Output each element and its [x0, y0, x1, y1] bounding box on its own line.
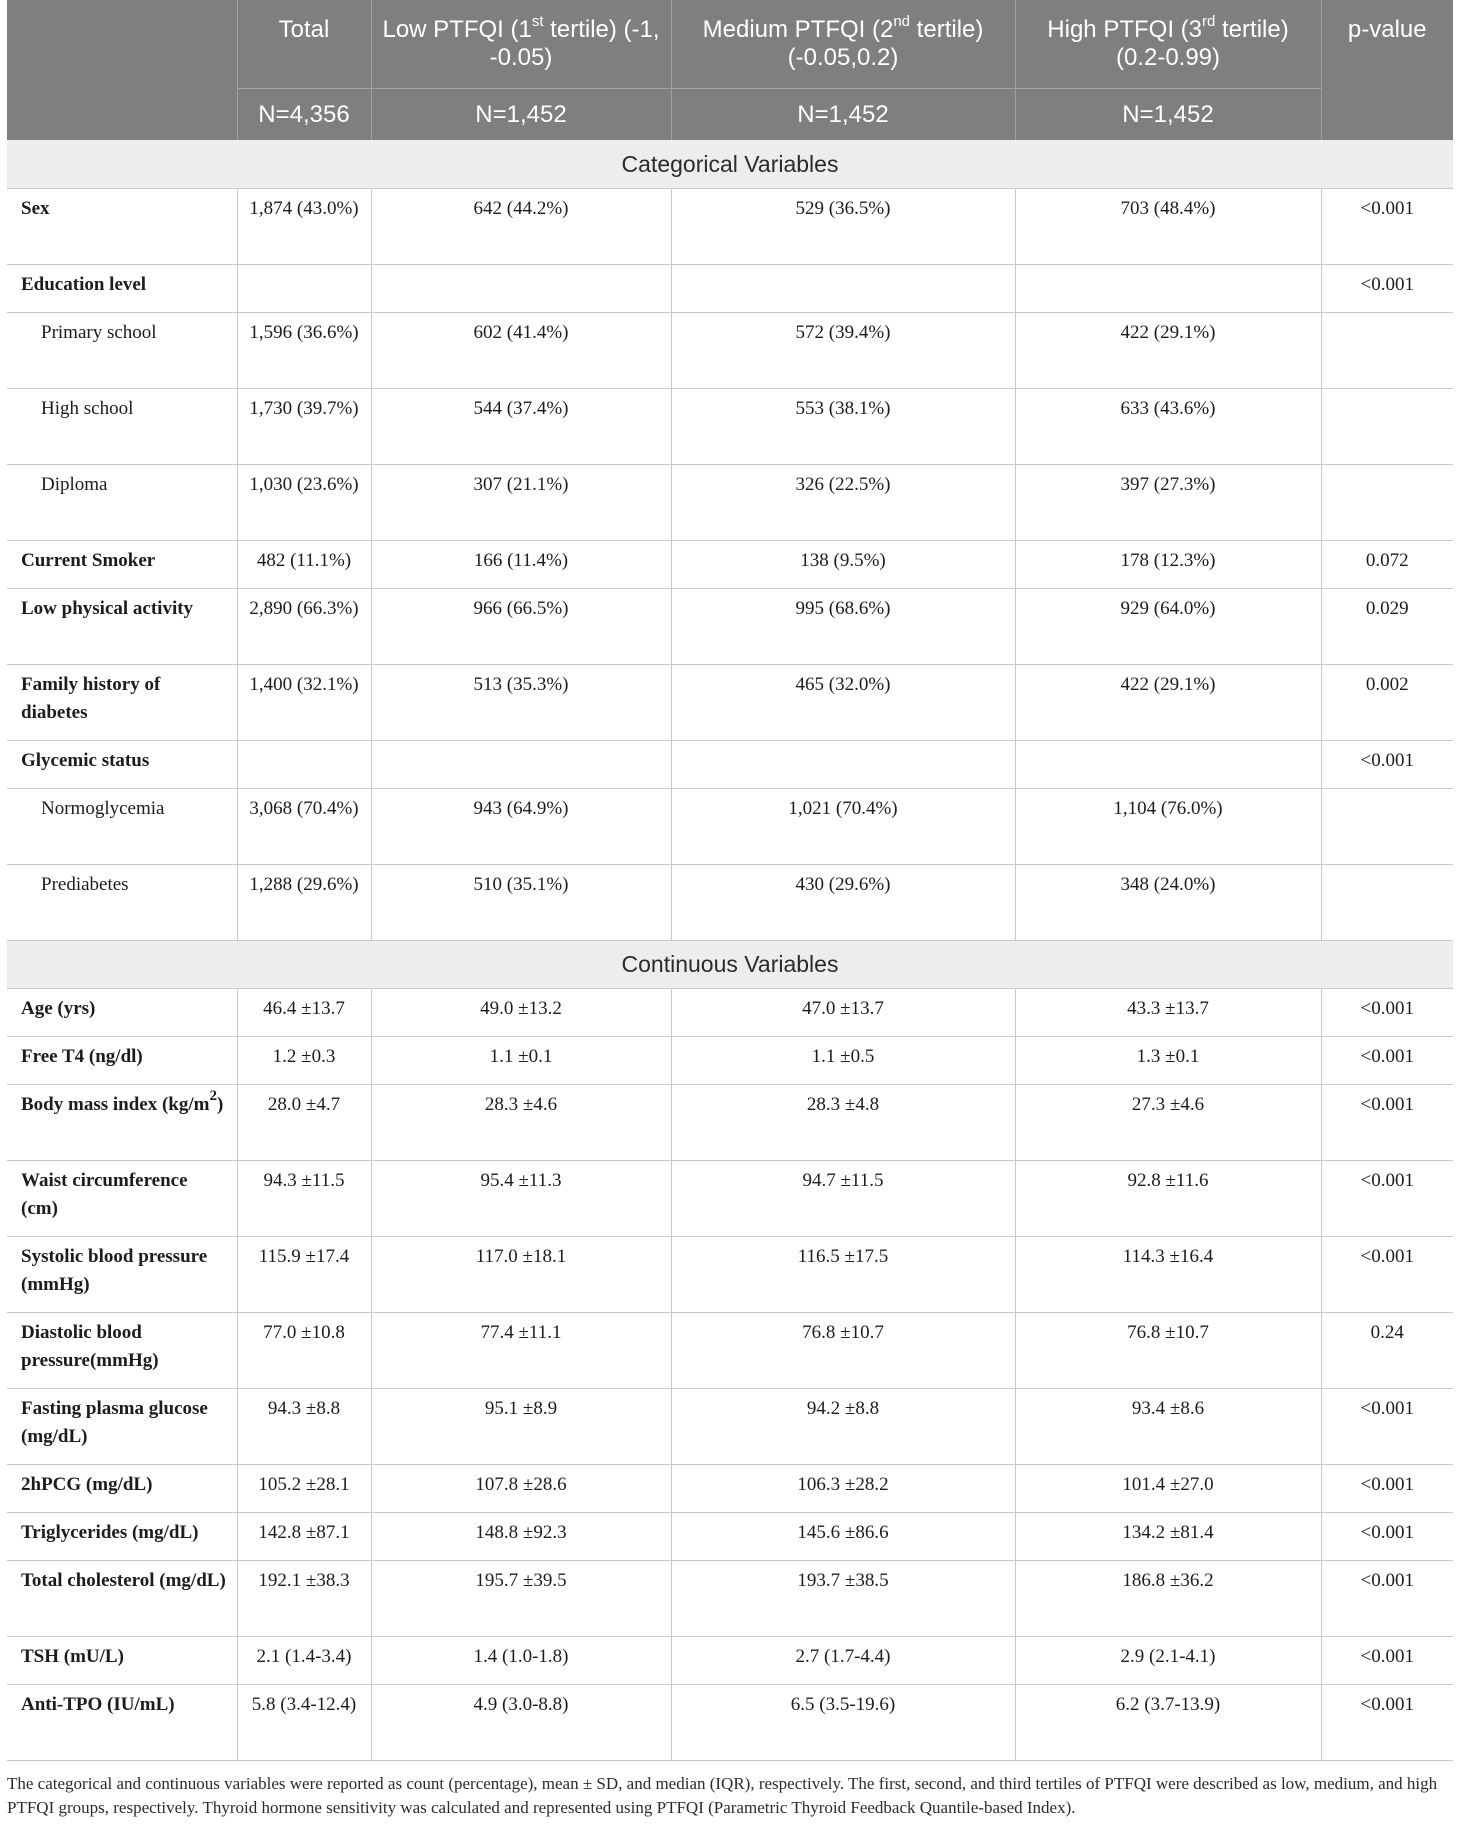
- table-row: [7, 388, 1453, 464]
- cell-total: 115.9 ±17.4: [237, 1236, 371, 1312]
- cell-total: 142.8 ±87.1: [237, 1512, 371, 1560]
- cell-high: 422 (29.1%): [1015, 664, 1321, 740]
- table-row: [7, 1160, 1453, 1236]
- table-row: [7, 588, 1453, 664]
- cell-total: [237, 740, 371, 788]
- cell-high: 76.8 ±10.7: [1015, 1312, 1321, 1388]
- cell-p-value: 0.24: [1321, 1312, 1453, 1388]
- cell-medium: 116.5 ±17.5: [671, 1236, 1015, 1312]
- cell-total: 77.0 ±10.8: [237, 1312, 371, 1388]
- cell-p-value: <0.001: [1321, 1388, 1453, 1464]
- header-n-medium: N=1,452: [671, 88, 1015, 140]
- row-label: Prediabetes: [7, 864, 237, 940]
- header-low-ptfqi: Low PTFQI (1st tertile) (-1, -0.05): [371, 0, 671, 88]
- section-title: Categorical Variables: [7, 140, 1453, 188]
- cell-p-value: [1321, 864, 1453, 940]
- cell-total: 1,288 (29.6%): [237, 864, 371, 940]
- cell-low: 148.8 ±92.3: [371, 1512, 671, 1560]
- cell-high: 1.3 ±0.1: [1015, 1036, 1321, 1084]
- header-n-p-blank: [1321, 88, 1453, 140]
- row-label: Body mass index $(kg/m^2)$: [7, 1084, 237, 1160]
- cell-total: 46.4 ±13.7: [237, 988, 371, 1036]
- cell-low: 513 (35.3%): [371, 664, 671, 740]
- row-label: Free T4 (ng/dl): [7, 1036, 237, 1084]
- header-n-blank: [7, 88, 237, 140]
- table-row: [7, 1388, 1453, 1464]
- cell-high: [1015, 740, 1321, 788]
- cell-medium: [671, 264, 1015, 312]
- cell-total: 5.8 (3.4-12.4): [237, 1684, 371, 1760]
- cell-medium: 326 (22.5%): [671, 464, 1015, 540]
- cell-total: 2.1 (1.4-3.4): [237, 1636, 371, 1684]
- row-label: Age (yrs): [7, 988, 237, 1036]
- cell-low: 77.4 ±11.1: [371, 1312, 671, 1388]
- cell-total: 105.2 ±28.1: [237, 1464, 371, 1512]
- row-label: 2hPCG (mg/dL): [7, 1464, 237, 1512]
- table-footnote: The categorical and continuous variables were reported as count (percentage), mean ± SD, and median (IQR), respectively. The first, second, and third tertiles of PTFQI were described as low, medium, and high PTFQI groups, respectively. Thyroid hormone sensitivity was calculated and represented using PTFQI (Parametric Thyroid Feedback Quantile-based Index).: [7, 1774, 1438, 1817]
- table-row: [7, 1236, 1453, 1312]
- row-label: Triglycerides (mg/dL): [7, 1512, 237, 1560]
- cell-p-value: 0.002: [1321, 664, 1453, 740]
- cell-p-value: <0.001: [1321, 1560, 1453, 1636]
- cell-low: 107.8 ±28.6: [371, 1464, 671, 1512]
- cell-p-value: [1321, 788, 1453, 864]
- cell-total: 94.3 ±8.8: [237, 1388, 371, 1464]
- cell-high: 633 (43.6%): [1015, 388, 1321, 464]
- cell-total: 1,730 (39.7%): [237, 388, 371, 464]
- table-row: [7, 1084, 1453, 1160]
- row-label: Total cholesterol (mg/dL): [7, 1560, 237, 1636]
- cell-p-value: <0.001: [1321, 1160, 1453, 1236]
- cell-high: 348 (24.0%): [1015, 864, 1321, 940]
- cell-p-value: 0.029: [1321, 588, 1453, 664]
- table-row: [7, 464, 1453, 540]
- cell-p-value: <0.001: [1321, 1636, 1453, 1684]
- cell-medium: 106.3 ±28.2: [671, 1464, 1015, 1512]
- cell-low: 28.3 ±4.6: [371, 1084, 671, 1160]
- row-label: TSH (mU/L): [7, 1636, 237, 1684]
- cell-p-value: 0.072: [1321, 540, 1453, 588]
- cell-total: 1,874 (43.0%): [237, 188, 371, 264]
- cell-p-value: [1321, 312, 1453, 388]
- table-row: [7, 1560, 1453, 1636]
- cell-total: 3,068 (70.4%): [237, 788, 371, 864]
- cell-high: 1,104 (76.0%): [1015, 788, 1321, 864]
- table-row: [7, 264, 1453, 312]
- table-header: [7, 0, 1453, 140]
- cell-low: 166 (11.4%): [371, 540, 671, 588]
- cell-total: 1,030 (23.6%): [237, 464, 371, 540]
- header-blank: [7, 0, 237, 88]
- section-continuous: [7, 940, 1453, 988]
- cell-high: 397 (27.3%): [1015, 464, 1321, 540]
- header-high-ptfqi: High PTFQI (3rd tertile) (0.2-0.99): [1015, 0, 1321, 88]
- section-categorical: [7, 140, 1453, 188]
- cell-total: 482 (11.1%): [237, 540, 371, 588]
- cell-total: 1,400 (32.1%): [237, 664, 371, 740]
- cell-p-value: <0.001: [1321, 988, 1453, 1036]
- cell-medium: [671, 740, 1015, 788]
- table-row: [7, 1312, 1453, 1388]
- cell-total: 2,890 (66.3%): [237, 588, 371, 664]
- cell-p-value: <0.001: [1321, 188, 1453, 264]
- cell-p-value: <0.001: [1321, 1084, 1453, 1160]
- table-row: [7, 664, 1453, 740]
- cell-low: 4.9 (3.0-8.8): [371, 1684, 671, 1760]
- table-row: [7, 188, 1453, 264]
- table-row: [7, 1464, 1453, 1512]
- row-label: Family history of diabetes: [7, 664, 237, 740]
- cell-low: [371, 740, 671, 788]
- header-n-total: N=4,356: [237, 88, 371, 140]
- cell-high: 6.2 (3.7-13.9): [1015, 1684, 1321, 1760]
- cell-high: 93.4 ±8.6: [1015, 1388, 1321, 1464]
- cell-p-value: <0.001: [1321, 264, 1453, 312]
- cell-low: 195.7 ±39.5: [371, 1560, 671, 1636]
- row-label: Education level: [7, 264, 237, 312]
- row-label: Primary school: [7, 312, 237, 388]
- cell-low: 49.0 ±13.2: [371, 988, 671, 1036]
- header-total: Total: [237, 0, 371, 88]
- cell-p-value: <0.001: [1321, 740, 1453, 788]
- row-label: Systolic blood pressure (mmHg): [7, 1236, 237, 1312]
- row-label: Glycemic status: [7, 740, 237, 788]
- cell-high: 422 (29.1%): [1015, 312, 1321, 388]
- cell-p-value: [1321, 388, 1453, 464]
- cell-medium: 1,021 (70.4%): [671, 788, 1015, 864]
- cell-medium: 553 (38.1%): [671, 388, 1015, 464]
- cell-medium: 94.2 ±8.8: [671, 1388, 1015, 1464]
- cell-low: 95.4 ±11.3: [371, 1160, 671, 1236]
- table-row: [7, 312, 1453, 388]
- section-title: Continuous Variables: [7, 940, 1453, 988]
- cell-medium: 995 (68.6%): [671, 588, 1015, 664]
- cell-low: 943 (64.9%): [371, 788, 671, 864]
- row-label: Fasting plasma glucose (mg/dL): [7, 1388, 237, 1464]
- cell-high: 92.8 ±11.6: [1015, 1160, 1321, 1236]
- cell-high: 186.8 ±36.2: [1015, 1560, 1321, 1636]
- cell-medium: 1.1 ±0.5: [671, 1036, 1015, 1084]
- cell-medium: 465 (32.0%): [671, 664, 1015, 740]
- cell-low: 544 (37.4%): [371, 388, 671, 464]
- cell-medium: 6.5 (3.5-19.6): [671, 1684, 1015, 1760]
- cell-low: 95.1 ±8.9: [371, 1388, 671, 1464]
- table-row: [7, 788, 1453, 864]
- cell-low: [371, 264, 671, 312]
- cell-p-value: [1321, 464, 1453, 540]
- cell-high: [1015, 264, 1321, 312]
- row-label: High school: [7, 388, 237, 464]
- cell-low: 966 (66.5%): [371, 588, 671, 664]
- cell-low: 307 (21.1%): [371, 464, 671, 540]
- cell-total: 1,596 (36.6%): [237, 312, 371, 388]
- cell-high: 178 (12.3%): [1015, 540, 1321, 588]
- cell-medium: 430 (29.6%): [671, 864, 1015, 940]
- row-label: Current Smoker: [7, 540, 237, 588]
- header-n-low: N=1,452: [371, 88, 671, 140]
- cell-total: [237, 264, 371, 312]
- cell-medium: 529 (36.5%): [671, 188, 1015, 264]
- cell-low: 510 (35.1%): [371, 864, 671, 940]
- cell-p-value: <0.001: [1321, 1464, 1453, 1512]
- row-label: Sex: [7, 188, 237, 264]
- cell-medium: 28.3 ±4.8: [671, 1084, 1015, 1160]
- row-label: Low physical activity: [7, 588, 237, 664]
- table-row: [7, 540, 1453, 588]
- data-table: [7, 0, 1453, 1761]
- cell-p-value: <0.001: [1321, 1684, 1453, 1760]
- cell-p-value: <0.001: [1321, 1036, 1453, 1084]
- cell-high: 703 (48.4%): [1015, 188, 1321, 264]
- cell-total: 192.1 ±38.3: [237, 1560, 371, 1636]
- cell-low: 1.4 (1.0-1.8): [371, 1636, 671, 1684]
- cell-medium: 193.7 ±38.5: [671, 1560, 1015, 1636]
- row-label: Diastolic blood pressure(mmHg): [7, 1312, 237, 1388]
- cell-low: 117.0 ±18.1: [371, 1236, 671, 1312]
- table-row: [7, 864, 1453, 940]
- cell-low: 642 (44.2%): [371, 188, 671, 264]
- cell-medium: 572 (39.4%): [671, 312, 1015, 388]
- cell-p-value: <0.001: [1321, 1512, 1453, 1560]
- header-p-value: p-value: [1321, 0, 1453, 88]
- row-label: Diploma: [7, 464, 237, 540]
- cell-low: 1.1 ±0.1: [371, 1036, 671, 1084]
- cell-high: 114.3 ±16.4: [1015, 1236, 1321, 1312]
- cell-total: 94.3 ±11.5: [237, 1160, 371, 1236]
- cell-high: 27.3 ±4.6: [1015, 1084, 1321, 1160]
- baseline-characteristics-table: [7, 0, 1453, 1761]
- cell-high: 43.3 ±13.7: [1015, 988, 1321, 1036]
- table-row: [7, 1512, 1453, 1560]
- cell-medium: 94.7 ±11.5: [671, 1160, 1015, 1236]
- row-label: Anti-TPO (IU/mL): [7, 1684, 237, 1760]
- cell-medium: 145.6 ±86.6: [671, 1512, 1015, 1560]
- cell-total: 28.0 ±4.7: [237, 1084, 371, 1160]
- cell-medium: 47.0 ±13.7: [671, 988, 1015, 1036]
- table-row: [7, 1036, 1453, 1084]
- cell-high: 101.4 ±27.0: [1015, 1464, 1321, 1512]
- cell-total: 1.2 ±0.3: [237, 1036, 371, 1084]
- row-label: Normoglycemia: [7, 788, 237, 864]
- row-label: Waist circumference (cm): [7, 1160, 237, 1236]
- table-row: [7, 988, 1453, 1036]
- table-row: [7, 1684, 1453, 1760]
- table-row: [7, 740, 1453, 788]
- header-medium-ptfqi: Medium PTFQI (2nd tertile)(-0.05,0.2): [671, 0, 1015, 88]
- cell-medium: 76.8 ±10.7: [671, 1312, 1015, 1388]
- cell-medium: 138 (9.5%): [671, 540, 1015, 588]
- table-body: [7, 140, 1453, 1760]
- cell-p-value: <0.001: [1321, 1236, 1453, 1312]
- cell-low: 602 (41.4%): [371, 312, 671, 388]
- cell-medium: 2.7 (1.7-4.4): [671, 1636, 1015, 1684]
- cell-high: 2.9 (2.1-4.1): [1015, 1636, 1321, 1684]
- cell-high: 134.2 ±81.4: [1015, 1512, 1321, 1560]
- table-row: [7, 1636, 1453, 1684]
- header-n-high: N=1,452: [1015, 88, 1321, 140]
- cell-high: 929 (64.0%): [1015, 588, 1321, 664]
